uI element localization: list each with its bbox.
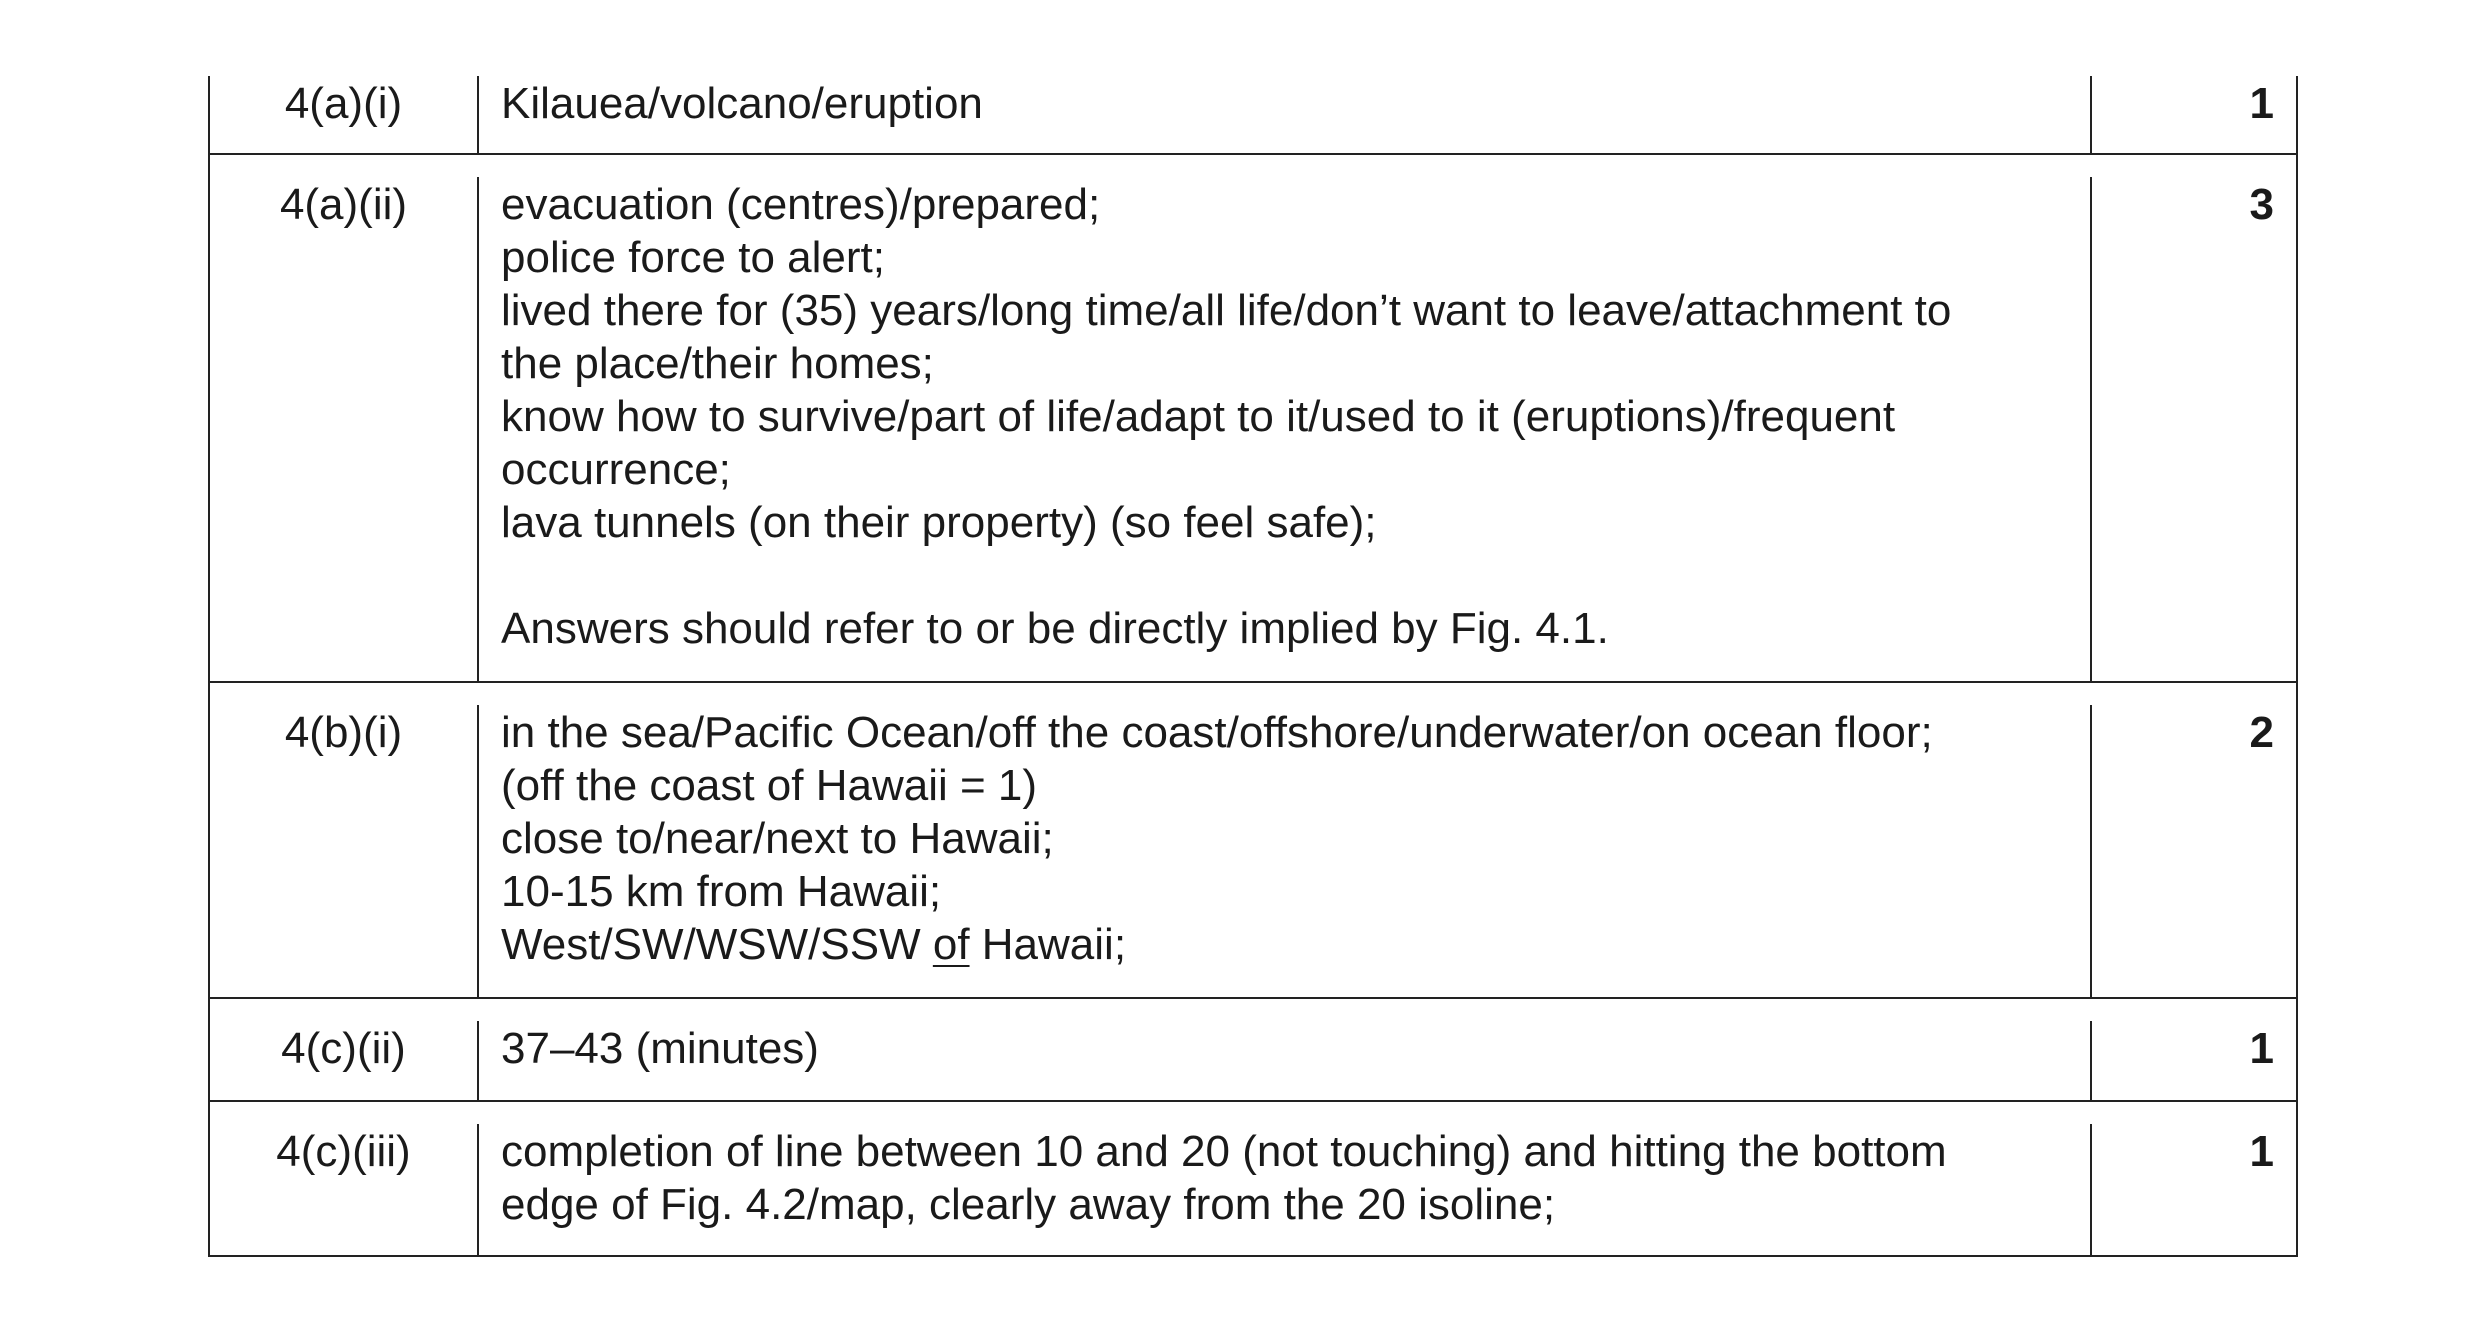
answer-cell [479, 1021, 2092, 1100]
marks-cell: 1 [2249, 1024, 2274, 1073]
answer-line: (off the coast of Hawaii = 1) [501, 761, 1038, 810]
question-number: 4(a)(i) [210, 76, 479, 153]
line-spacer [501, 549, 2070, 602]
answer-text: West/SW/WSW/SSW [501, 920, 933, 969]
answer-cell [479, 1124, 2092, 1255]
answer-line: lived there for (35) years/long time/all life/don’t want to leave/attachment to [501, 286, 1952, 335]
answer-line [501, 918, 2070, 971]
answer-line: know how to survive/part of life/adapt to it/used to it (eruptions)/frequent [501, 392, 1896, 441]
marks-cell: 1 [2249, 1127, 2274, 1176]
answer-line: Kilauea/volcano/eruption [501, 79, 983, 128]
answer-line: lava tunnels (on their property) (so feel safe); [501, 498, 1377, 547]
answer-line: police force to alert; [501, 233, 885, 282]
table-row [210, 1100, 2296, 1255]
marks-cell: 1 [2249, 79, 2274, 128]
answer-line: the place/their homes; [501, 339, 934, 388]
answer-line: 10-15 km from Hawaii; [501, 867, 942, 916]
answer-line: edge of Fig. 4.2/map, clearly away from the 20 isoline; [501, 1180, 1556, 1229]
answer-line: in the sea/Pacific Ocean/off the coast/offshore/underwater/on ocean floor; [501, 708, 1933, 757]
answer-line: close to/near/next to Hawaii; [501, 814, 1054, 863]
guidance-note: Answers should refer to or be directly implied by Fig. 4.1. [501, 604, 1609, 653]
marks-cell: 3 [2249, 180, 2274, 229]
mark-scheme-table [208, 76, 2298, 1257]
underlined-word: of [932, 920, 970, 969]
answer-line: completion of line between 10 and 20 (not touching) and hitting the bottom [501, 1127, 1947, 1176]
question-number: 4(c)(iii) [210, 1124, 479, 1255]
table-row [210, 997, 2296, 1100]
table-row [210, 681, 2296, 997]
answer-line: occurrence; [501, 445, 731, 494]
table-row [210, 153, 2296, 681]
question-number: 4(a)(ii) [210, 177, 479, 681]
answer-cell [479, 705, 2092, 997]
table-row [210, 76, 2296, 153]
question-number: 4(c)(ii) [210, 1021, 479, 1100]
answer-text: Hawaii; [969, 920, 1127, 969]
answer-line: 37–43 (minutes) [501, 1024, 819, 1073]
answer-cell [479, 76, 2092, 153]
answer-line: evacuation (centres)/prepared; [501, 180, 1101, 229]
answer-cell [479, 177, 2092, 681]
question-number: 4(b)(i) [210, 705, 479, 997]
marks-cell: 2 [2249, 708, 2274, 757]
